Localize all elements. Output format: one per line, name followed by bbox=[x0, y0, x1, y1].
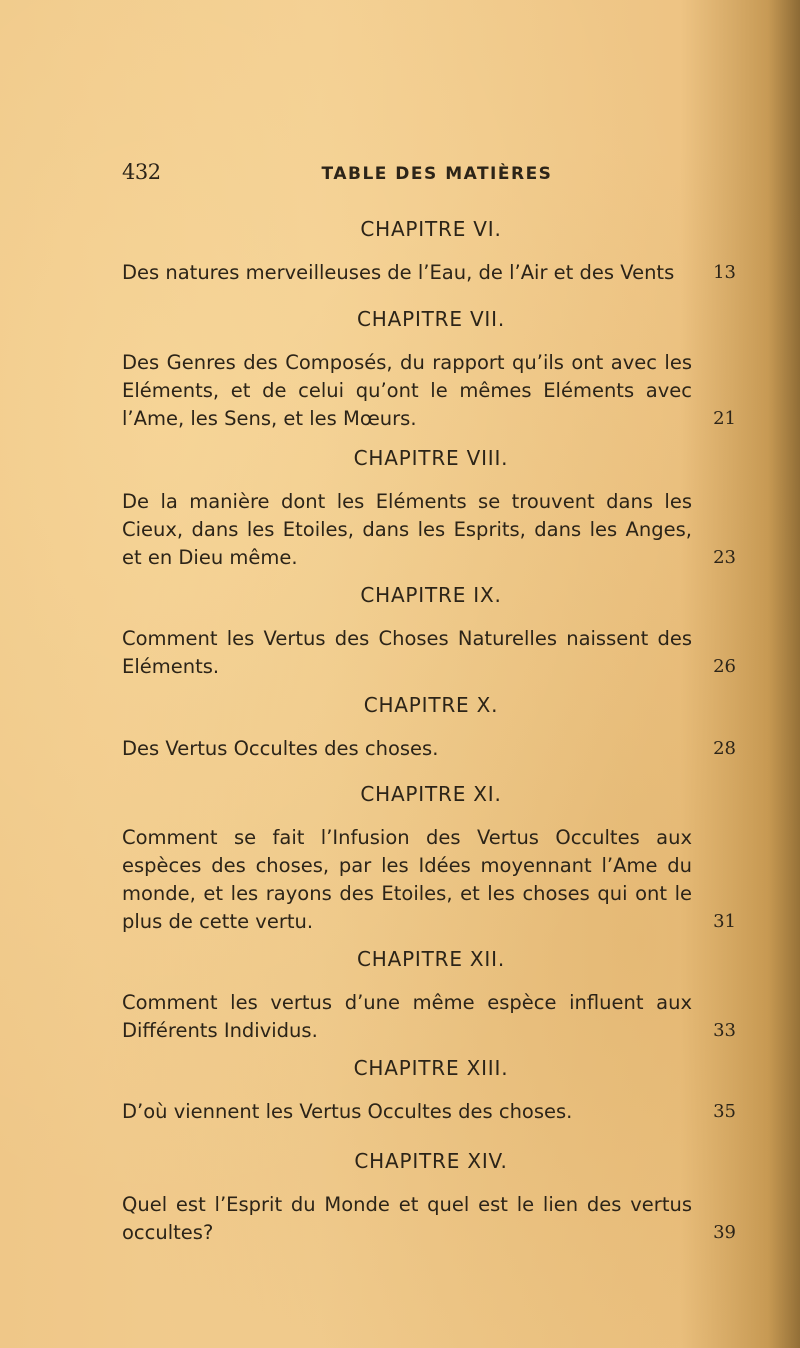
chapter-entry-xii bbox=[122, 945, 740, 1045]
chapter-description bbox=[122, 989, 740, 1045]
chapter-entry-x bbox=[122, 691, 740, 763]
chapter-heading: CHAPITRE VI. bbox=[360, 217, 502, 241]
chapter-description bbox=[122, 1098, 740, 1126]
chapter-entry-viii bbox=[122, 444, 740, 572]
chapter-heading: CHAPITRE XIV. bbox=[354, 1149, 508, 1173]
page-reference: 31 bbox=[713, 911, 736, 932]
chapter-heading: CHAPITRE IX. bbox=[360, 583, 502, 607]
page-reference: 21 bbox=[713, 408, 736, 429]
chapter-title: Quel est l’Esprit du Monde et quel est le lien des vertus occultes? bbox=[122, 1193, 692, 1244]
chapter-entry-vi bbox=[122, 215, 740, 287]
chapter-title: Des natures merveilleuses de l’Eau, de l’Air et des Vents bbox=[122, 261, 675, 284]
page-reference: 13 bbox=[713, 262, 736, 283]
chapter-heading: CHAPITRE XII. bbox=[356, 947, 505, 971]
chapter-description bbox=[122, 349, 740, 433]
chapter-heading: CHAPITRE XI. bbox=[360, 782, 502, 806]
chapter-description bbox=[122, 488, 740, 572]
chapter-title: Des Genres des Composés, du rapport qu’ils ont avec les Eléments, et de celui qu’ont le mêmes Eléments avec l’Ame, les Sens, et les Mœurs. bbox=[122, 351, 692, 430]
page-reference: 33 bbox=[713, 1020, 736, 1041]
chapter-heading: CHAPITRE X. bbox=[363, 693, 499, 717]
chapter-heading: CHAPITRE XIII. bbox=[353, 1056, 509, 1080]
running-title: TABLE DES MATIÈRES bbox=[321, 164, 553, 184]
chapter-description bbox=[122, 735, 740, 763]
chapter-description bbox=[122, 259, 740, 287]
chapter-description bbox=[122, 625, 740, 681]
chapter-entry-ix bbox=[122, 581, 740, 681]
page-reference: 26 bbox=[713, 656, 736, 677]
chapter-title: De la manière dont les Eléments se trouvent dans les Cieux, dans les Etoiles, dans les Esprits, dans les Anges, et en Dieu même. bbox=[122, 490, 692, 569]
chapter-description bbox=[122, 824, 740, 936]
chapter-title: D’où viennent les Vertus Occultes des choses. bbox=[122, 1100, 573, 1123]
chapter-description bbox=[122, 1191, 740, 1247]
chapter-heading: CHAPITRE VIII. bbox=[353, 446, 509, 470]
running-head bbox=[122, 158, 742, 188]
chapter-entry-xi bbox=[122, 780, 740, 936]
page-reference: 39 bbox=[713, 1222, 736, 1243]
chapter-title: Comment se fait l’Infusion des Vertus Occultes aux espèces des choses, par les Idées moyennant l’Ame du monde, et les rayons des Etoiles, et les choses qui ont le plus de cette vertu. bbox=[122, 826, 692, 933]
page-number: 432 bbox=[122, 160, 161, 184]
chapter-title: Comment les vertus d’une même espèce influent aux Différents Individus. bbox=[122, 991, 692, 1042]
chapter-title: Comment les Vertus des Choses Naturelles naissent des Eléments. bbox=[122, 627, 692, 678]
page-reference: 35 bbox=[713, 1101, 736, 1122]
page-reference: 23 bbox=[713, 547, 736, 568]
chapter-heading: CHAPITRE VII. bbox=[357, 307, 505, 331]
chapter-entry-xiii bbox=[122, 1054, 740, 1126]
chapter-title: Des Vertus Occultes des choses. bbox=[122, 737, 439, 760]
chapter-entry-xiv bbox=[122, 1147, 740, 1247]
page-reference: 28 bbox=[713, 738, 736, 759]
chapter-entry-vii bbox=[122, 305, 740, 433]
